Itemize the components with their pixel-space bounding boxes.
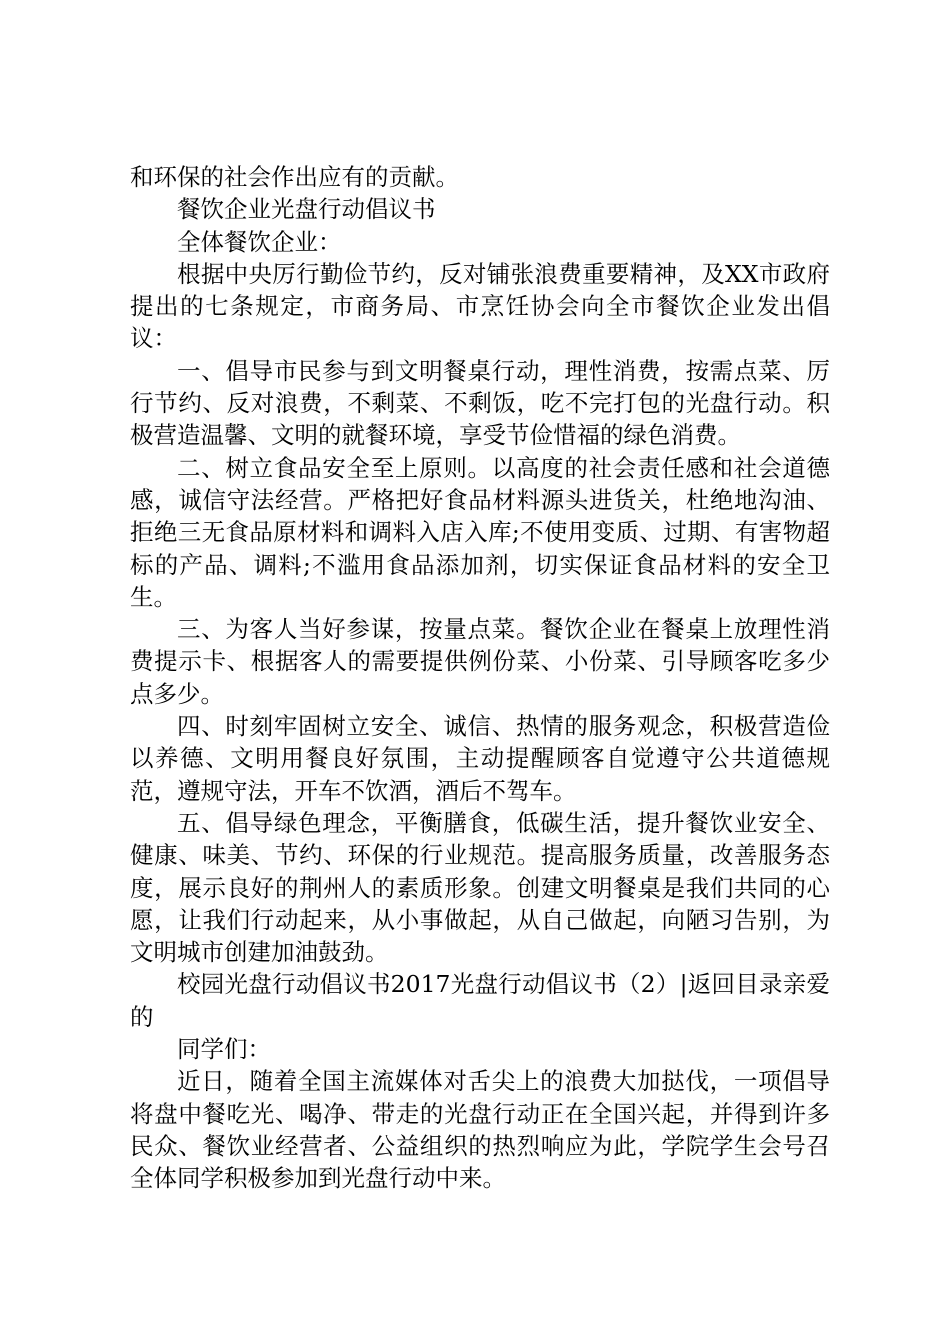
paragraph-item-3: 三、为客人当好参谋，按量点菜。餐饮企业在餐桌上放理性消费提示卡、根据客人的需要提供例份菜、小份菜、引导顾客吃多少点多少。 bbox=[130, 615, 830, 708]
salutation-students: 同学们： bbox=[177, 1035, 271, 1064]
paragraph-item-4: 四、时刻牢固树立安全、诚信、热情的服务观念，积极营造俭以养德、文明用餐良好氛围，主动提醒顾客自觉遵守公共道德规范，遵规守法，开车不饮酒，酒后不驾车。 bbox=[130, 712, 830, 805]
paragraph-item-5: 五、倡导绿色理念，平衡膳食，低碳生活，提升餐饮业安全、健康、味美、节约、环保的行业规范。提高服务质量，改善服务态度，展示良好的荆州人的素质形象。创建文明餐桌是我们共同的心愿，让我们行动起来，从小事做起，从自己做起，向陋习告别，为文明城市创建加油鼓劲。 bbox=[130, 808, 830, 967]
paragraph-item-2: 二、树立食品安全至上原则。以高度的社会责任感和社会道德感，诚信守法经营。严格把好食品材料源头进货关，杜绝地沟油、拒绝三无食品原材料和调料入店入库;不使用变质、过期、有害物超标的产品、调料;不滥用食品添加剂，切实保证食品材料的安全卫生。 bbox=[130, 453, 830, 611]
paragraph-intro: 根据中央厉行勤俭节约，反对铺张浪费重要精神，及XX市政府提出的七条规定，市商务局、市烹饪协会向全市餐饮企业发出倡议： bbox=[130, 259, 830, 353]
paragraph-campus-intro: 近日，随着全国主流媒体对舌尖上的浪费大加挞伐，一项倡导将盘中餐吃光、喝净、带走的光盘行动正在全国兴起，并得到许多民众、餐饮业经营者、公益组织的热烈响应为此，学院学生会号召全体同学积极参加到光盘行动中来。 bbox=[130, 1067, 830, 1193]
section-title-campus-proposal: 校园光盘行动倡议书2017光盘行动倡议书（2）|返回目录亲爱的 bbox=[130, 970, 830, 1031]
paragraph-item-1: 一、倡导市民参与到文明餐桌行动，理性消费，按需点菜、厉行节约、反对浪费，不剩菜、不剩饭，吃不完打包的光盘行动。积极营造温馨、文明的就餐环境，享受节俭惜福的绿色消费。 bbox=[130, 356, 830, 450]
paragraph-continuation: 和环保的社会作出应有的贡献。 bbox=[130, 163, 459, 191]
salutation-restaurants: 全体餐饮企业： bbox=[177, 227, 342, 256]
document-body bbox=[130, 161, 830, 1195]
section-title-restaurant-proposal: 餐饮企业光盘行动倡议书 bbox=[177, 195, 436, 224]
